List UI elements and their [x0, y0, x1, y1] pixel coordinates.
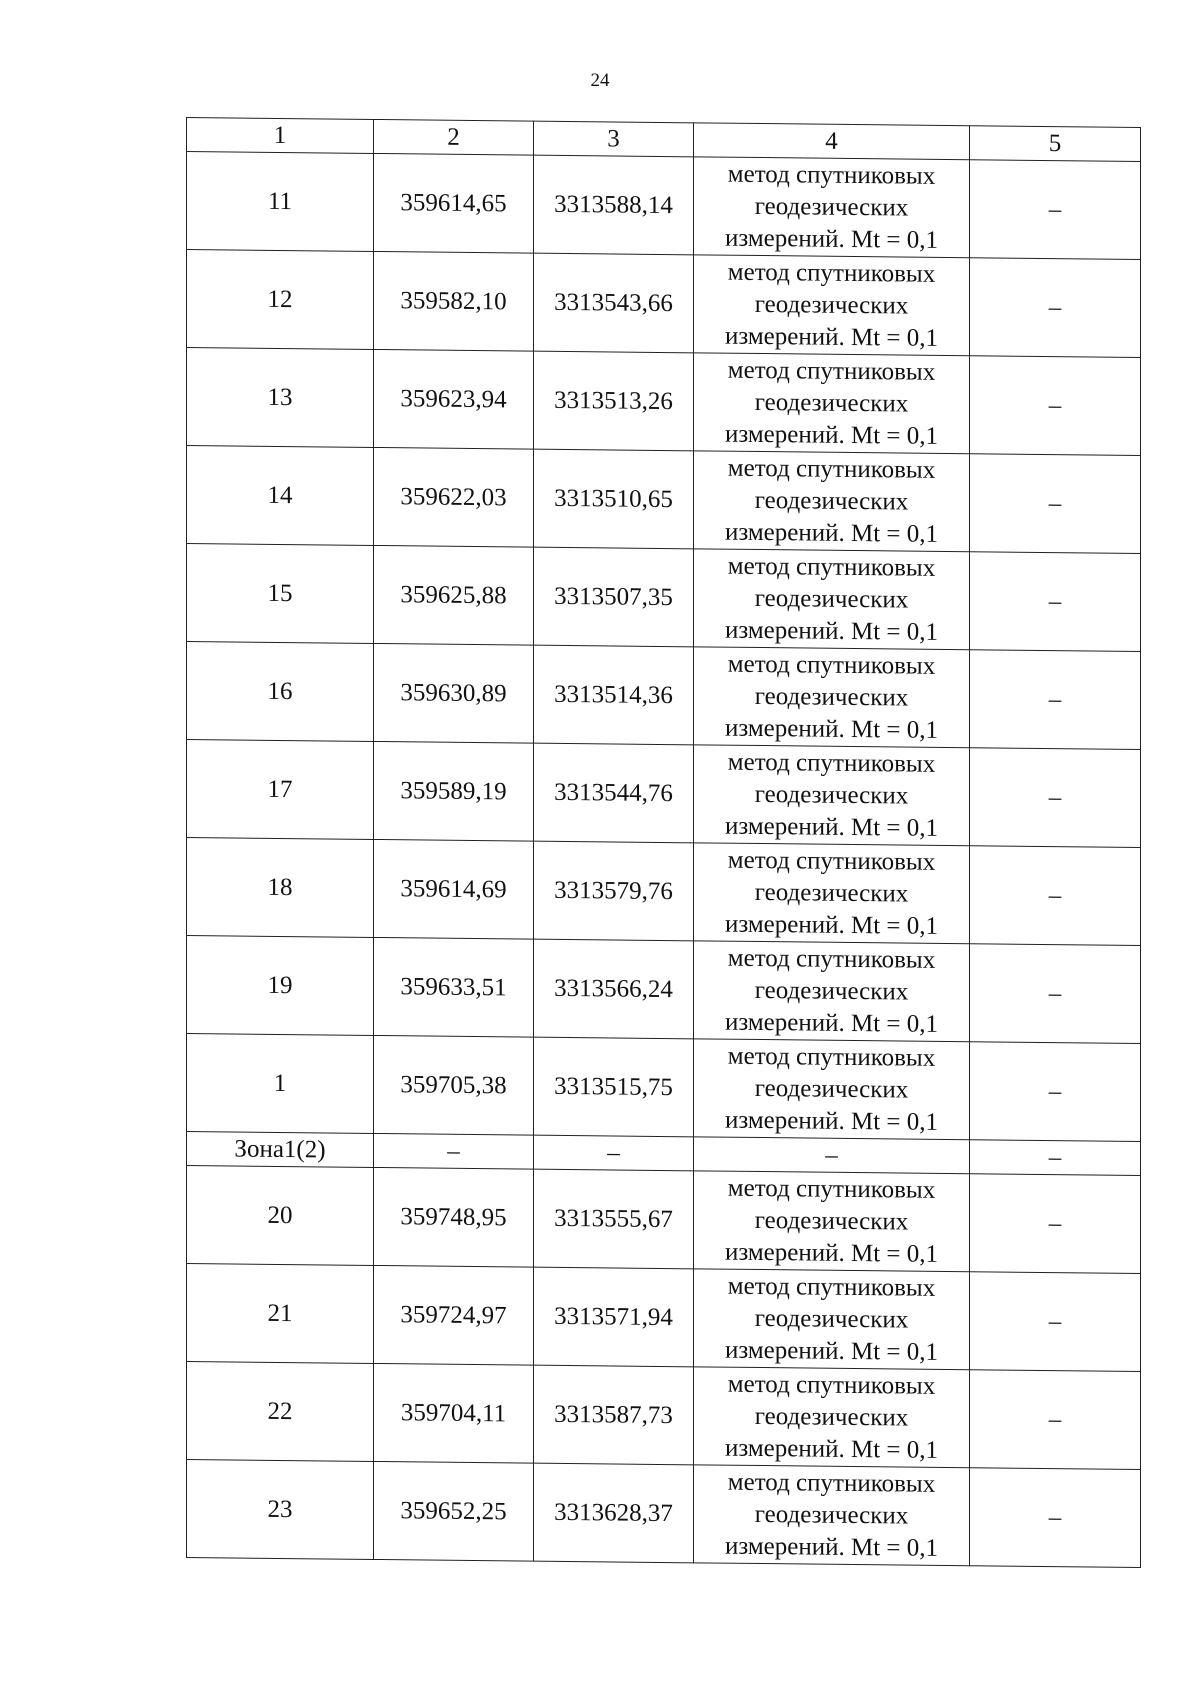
method-line: геодезических	[754, 486, 909, 516]
method-line: геодезических	[754, 1304, 909, 1334]
y-coordinate-cell: 3313555,67	[534, 1169, 694, 1269]
method-cell	[694, 941, 970, 1042]
y-coordinate-cell: 3313514,36	[534, 645, 694, 745]
point-number-cell: 23	[187, 1460, 374, 1560]
method-line: измерений. Mt = 0,1	[724, 1434, 939, 1464]
table-row	[187, 936, 1141, 1044]
note-cell: –	[970, 1468, 1141, 1568]
method-line: метод спутниковых	[727, 944, 936, 974]
table-row	[187, 250, 1141, 358]
note-cell: –	[970, 454, 1141, 554]
method-line: метод спутниковых	[727, 650, 936, 680]
note-cell: –	[970, 1042, 1141, 1142]
note-cell: –	[970, 258, 1141, 358]
method-cell	[694, 157, 970, 258]
point-number-cell: 1	[187, 1034, 374, 1134]
method-cell	[694, 353, 970, 454]
point-number-cell: 12	[187, 250, 374, 350]
method-line: измерений. Mt = 0,1	[724, 1238, 939, 1268]
method-line: геодезических	[754, 1074, 909, 1104]
table-row	[187, 1460, 1141, 1568]
note-cell: –	[970, 552, 1141, 652]
method-line: метод спутниковых	[727, 356, 936, 386]
method-cell	[694, 1269, 970, 1370]
method-line: измерений. Mt = 0,1	[724, 224, 939, 254]
method-cell	[694, 843, 970, 944]
method-cell	[694, 255, 970, 356]
note-cell: –	[970, 1174, 1141, 1274]
y-coordinate-cell: 3313515,75	[534, 1037, 694, 1137]
method-line: метод спутниковых	[727, 552, 936, 582]
x-coordinate-cell: 359704,11	[374, 1363, 534, 1463]
note-cell: –	[970, 846, 1141, 946]
column-header: 3	[534, 121, 694, 157]
table-body	[187, 152, 1141, 1568]
method-line: геодезических	[754, 192, 909, 222]
x-coordinate-cell: 359589,19	[374, 741, 534, 841]
method-line: геодезических	[754, 878, 909, 908]
y-coordinate-cell: 3313588,14	[534, 155, 694, 255]
x-coordinate-cell: 359724,97	[374, 1265, 534, 1365]
y-coordinate-cell: 3313513,26	[534, 351, 694, 451]
method-line: метод спутниковых	[727, 1042, 936, 1072]
method-cell	[694, 549, 970, 650]
zone-cell: –	[694, 1137, 970, 1174]
zone-cell: –	[970, 1140, 1141, 1176]
x-coordinate-cell: 359705,38	[374, 1035, 534, 1135]
coordinates-table	[186, 117, 1141, 1568]
method-line: метод спутниковых	[727, 1468, 936, 1498]
table-row	[187, 1034, 1141, 1142]
method-line: геодезических	[754, 1402, 909, 1432]
method-line: измерений. Mt = 0,1	[724, 910, 939, 940]
method-line: метод спутниковых	[727, 1272, 936, 1302]
point-number-cell: 18	[187, 838, 374, 938]
note-cell: –	[970, 1370, 1141, 1470]
x-coordinate-cell: 359623,94	[374, 349, 534, 449]
x-coordinate-cell: 359652,25	[374, 1461, 534, 1561]
method-line: измерений. Mt = 0,1	[724, 616, 939, 646]
method-line: измерений. Mt = 0,1	[724, 1106, 939, 1136]
y-coordinate-cell: 3313579,76	[534, 841, 694, 941]
y-coordinate-cell: 3313566,24	[534, 939, 694, 1039]
method-line: метод спутниковых	[727, 846, 936, 876]
y-coordinate-cell: 3313628,37	[534, 1463, 694, 1563]
method-cell	[694, 1171, 970, 1272]
method-cell	[694, 1367, 970, 1468]
table-row	[187, 152, 1141, 260]
method-cell	[694, 1039, 970, 1140]
method-line: измерений. Mt = 0,1	[724, 1532, 939, 1562]
point-number-cell: 11	[187, 152, 374, 252]
column-header: 5	[970, 126, 1141, 162]
method-cell	[694, 1465, 970, 1566]
y-coordinate-cell: 3313587,73	[534, 1365, 694, 1465]
method-line: геодезических	[754, 780, 909, 810]
point-number-cell: 19	[187, 936, 374, 1036]
point-number-cell: 22	[187, 1362, 374, 1462]
method-line: метод спутниковых	[727, 1370, 936, 1400]
y-coordinate-cell: 3313543,66	[534, 253, 694, 353]
zone-label: Зона1(2)	[187, 1132, 374, 1168]
x-coordinate-cell: 359582,10	[374, 251, 534, 351]
column-header: 1	[187, 118, 374, 154]
x-coordinate-cell: 359748,95	[374, 1167, 534, 1267]
point-number-cell: 14	[187, 446, 374, 546]
zone-cell: –	[534, 1135, 694, 1171]
method-line: геодезических	[754, 584, 909, 614]
method-line: измерений. Mt = 0,1	[724, 714, 939, 744]
y-coordinate-cell: 3313510,65	[534, 449, 694, 549]
table-row	[187, 838, 1141, 946]
method-line: измерений. Mt = 0,1	[724, 420, 939, 450]
y-coordinate-cell: 3313544,76	[534, 743, 694, 843]
method-line: геодезических	[754, 976, 909, 1006]
method-line: геодезических	[754, 682, 909, 712]
method-line: метод спутниковых	[727, 258, 936, 288]
method-line: метод спутниковых	[727, 1174, 936, 1204]
note-cell: –	[970, 650, 1141, 750]
column-header: 4	[694, 123, 970, 160]
x-coordinate-cell: 359614,65	[374, 153, 534, 253]
method-line: измерений. Mt = 0,1	[724, 1336, 939, 1366]
method-line: измерений. Mt = 0,1	[724, 518, 939, 548]
method-line: метод спутниковых	[727, 160, 936, 190]
method-cell	[694, 451, 970, 552]
point-number-cell: 15	[187, 544, 374, 644]
note-cell: –	[970, 1272, 1141, 1372]
point-number-cell: 20	[187, 1166, 374, 1266]
method-line: измерений. Mt = 0,1	[724, 812, 939, 842]
method-line: геодезических	[754, 1500, 909, 1530]
column-header: 2	[374, 119, 534, 155]
method-line: метод спутниковых	[727, 748, 936, 778]
table-row	[187, 1362, 1141, 1470]
table-row	[187, 642, 1141, 750]
note-cell: –	[970, 748, 1141, 848]
table-row	[187, 348, 1141, 456]
method-line: геодезических	[754, 1206, 909, 1236]
method-line: измерений. Mt = 0,1	[724, 322, 939, 352]
point-number-cell: 21	[187, 1264, 374, 1364]
method-line: метод спутниковых	[727, 454, 936, 484]
x-coordinate-cell: 359625,88	[374, 545, 534, 645]
point-number-cell: 17	[187, 740, 374, 840]
method-cell	[694, 745, 970, 846]
note-cell: –	[970, 356, 1141, 456]
note-cell: –	[970, 160, 1141, 260]
x-coordinate-cell: 359622,03	[374, 447, 534, 547]
table-row	[187, 446, 1141, 554]
table-row	[187, 1264, 1141, 1372]
x-coordinate-cell: 359633,51	[374, 937, 534, 1037]
table-row	[187, 740, 1141, 848]
point-number-cell: 16	[187, 642, 374, 742]
page-number: 24	[590, 70, 610, 91]
note-cell: –	[970, 944, 1141, 1044]
method-line: геодезических	[754, 388, 909, 418]
method-cell	[694, 647, 970, 748]
table-row	[187, 1166, 1141, 1274]
point-number-cell: 13	[187, 348, 374, 448]
x-coordinate-cell: 359630,89	[374, 643, 534, 743]
y-coordinate-cell: 3313507,35	[534, 547, 694, 647]
table-row	[187, 544, 1141, 652]
y-coordinate-cell: 3313571,94	[534, 1267, 694, 1367]
method-line: геодезических	[754, 290, 909, 320]
method-line: измерений. Mt = 0,1	[724, 1008, 939, 1038]
zone-cell: –	[374, 1133, 534, 1169]
x-coordinate-cell: 359614,69	[374, 839, 534, 939]
